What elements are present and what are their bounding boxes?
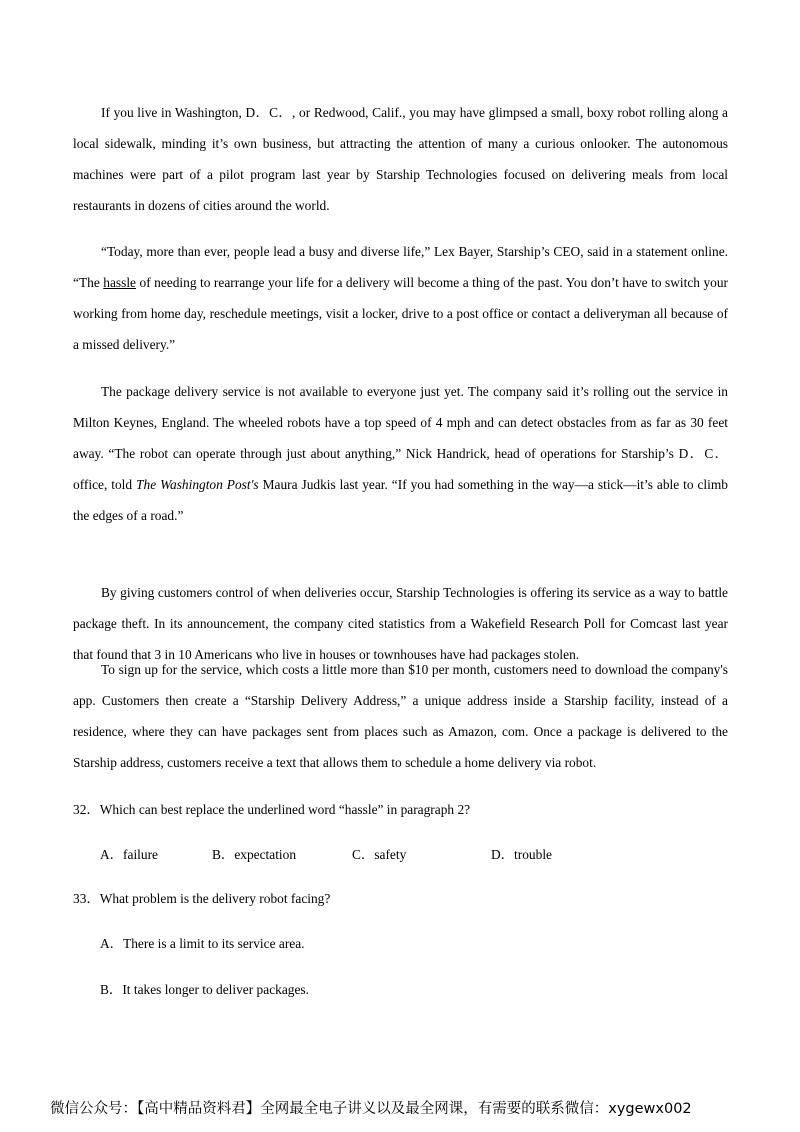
question-32-option-c: C．safety [352,847,407,862]
paragraph-3-text-start: The package delivery service is not available to everyone just yet. The company said it’s rolling out the service in Milton Keynes, England. The wheeled robots have a top speed of 4 mph and can detect obstacles from as far as 30 feet away. “The robot can operate through just about anything,” Nick Handrick, head of operations for Starship’s D．C． office, told [73,384,728,492]
passage-paragraph-1: If you live in Washington, D．C．, or Redwood, Calif., you may have glimpsed a small, boxy robot rolling along a local sidewalk, minding it’s own business, but attracting the attention of many a curious onlooker. The autonomous machines were part of a pilot program last year by Starship Technologies focused on delivering meals from local restaurants in dozens of cities around the world. [73,105,728,213]
question-33-option-b: B．It takes longer to deliver packages. [100,982,309,997]
question-32-options [100,845,700,865]
paragraph-2-text-end: of needing to rearrange your life for a delivery will become a thing of the past. You don’t have to switch your working from home day, reschedule meetings, visit a locker, drive to a post office or contact a deliveryman all because of a missed delivery.” [73,275,729,352]
newspaper-title-italic: The Washington Post's [136,477,259,492]
paragraph-2-text-start: “Today, more than ever, people lead a busy and diverse life,” Lex Bayer, Starship’s CEO, said in a statement online. “The [73,244,728,290]
passage-paragraph-2 [73,236,728,360]
question-32-option-b: B．expectation [212,847,297,862]
passage-paragraph-3 [73,376,728,531]
question-32-option-d: D．trouble [491,847,552,862]
passage-paragraph-5: To sign up for the service, which costs a little more than $10 per month, customers need to download the company's app. Customers then create a “Starship Delivery Address,” a unique address inside a Starship facility, instead of a residence, where they can have packages sent from places such as Amazon, com. Once a package is delivered to the Starship address, customers receive a text that allows them to schedule a home delivery via robot. [73,662,728,770]
footer-watermark-text: 微信公众号：【高中精品资料君】全网最全电子讲义以及最全网课，有需要的联系微信：xygewx002 [50,1101,692,1117]
question-33-stem: 33．What problem is the delivery robot facing? [73,891,331,906]
question-33-option-a: A．There is a limit to its service area. [100,936,305,951]
question-32-stem: 32．Which can best replace the underlined word “hassle” in paragraph 2? [73,802,471,817]
paragraph-3-text-end: Maura Judkis last year. “If you had something in the way—a stick—it’s able to climb the edges of a road.” [73,477,728,523]
underlined-word-hassle: hassle [103,275,136,290]
question-32-option-a: A．failure [100,847,159,862]
passage-paragraph-4: By giving customers control of when deliveries occur, Starship Technologies is offering its service as a way to battle package theft. In its announcement, the company cited statistics from a Wakefield Research Poll for Comcast last year that found that 3 in 10 Americans who live in houses or townhouses have had packages stolen. [73,585,728,662]
